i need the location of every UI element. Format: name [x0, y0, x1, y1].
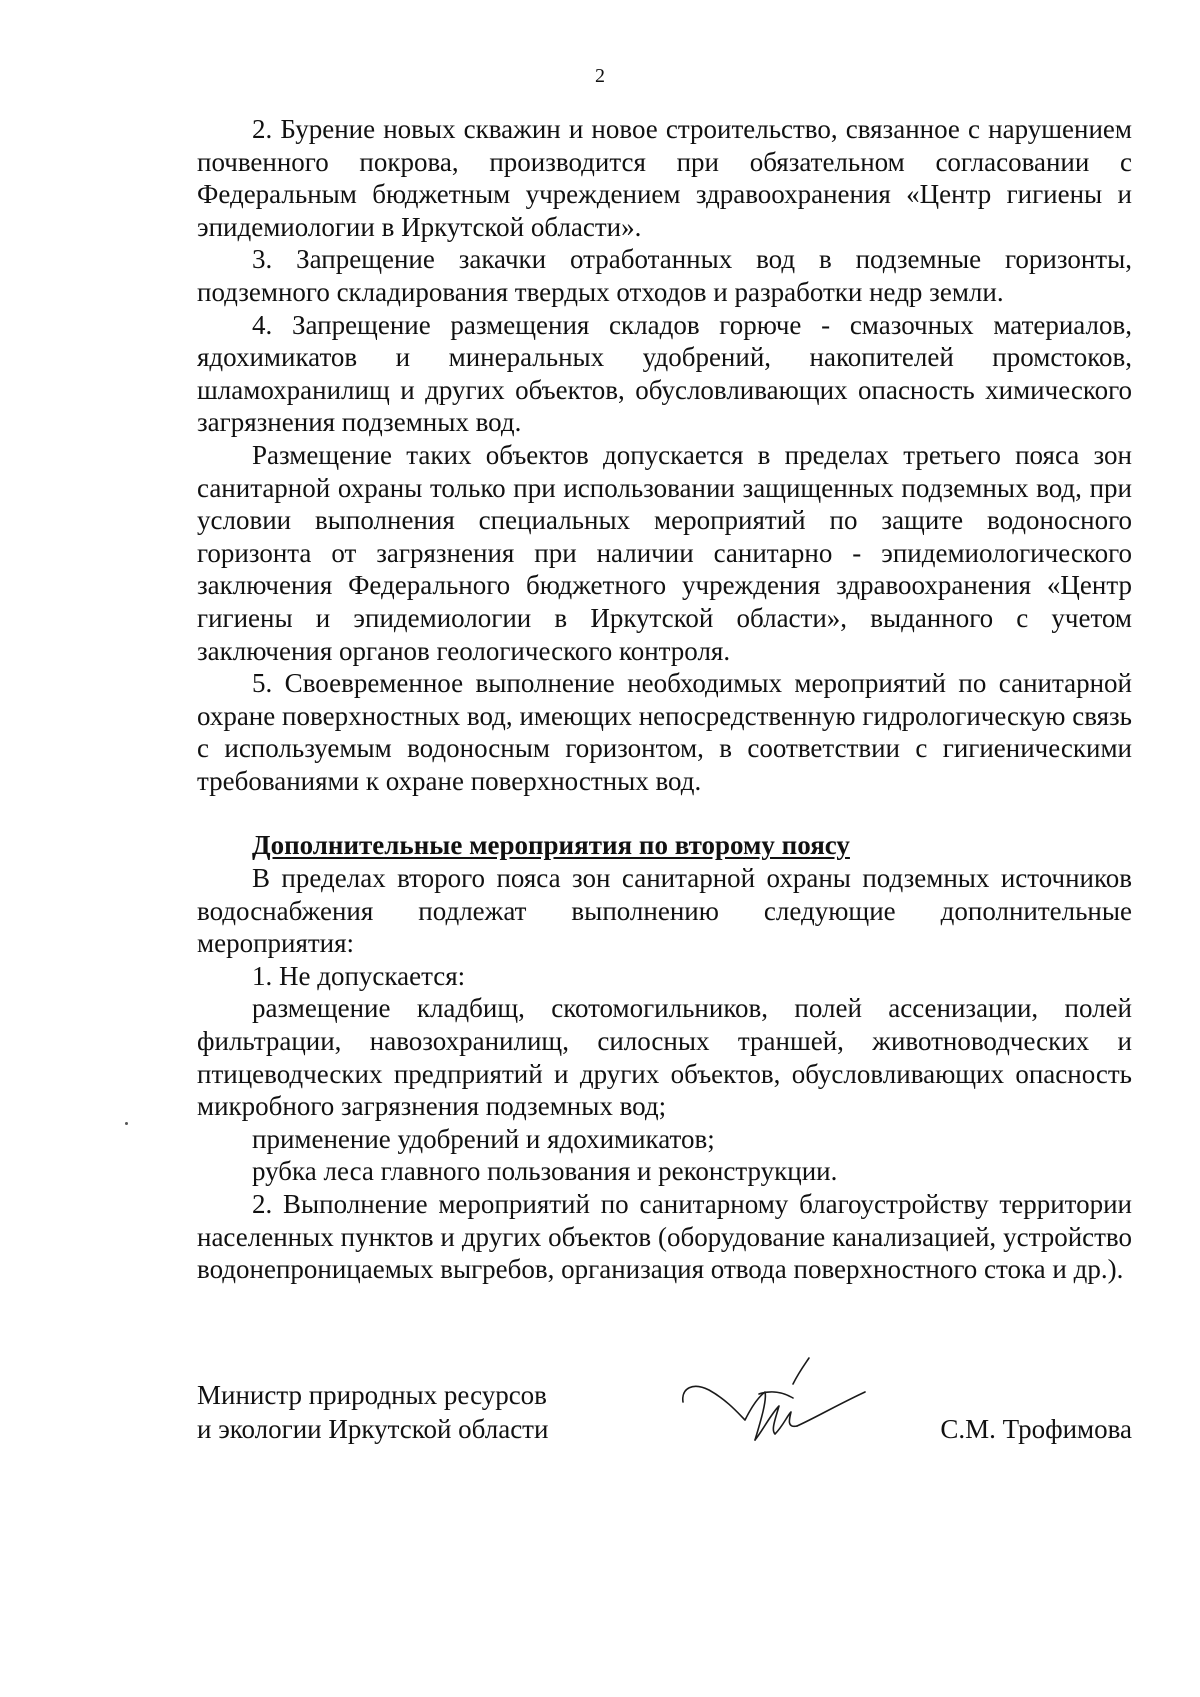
- document-body: [197, 113, 1132, 1286]
- signature-block: [197, 1378, 1132, 1488]
- section-prohibition-placement: размещение кладбищ, скотомогильников, полей ассенизации, полей фильтрации, навозохранилищ, силосных траншей, животноводческих и птицеводческих предприятий и других объектов, обусловливающих опасность микробного загрязнения подземных вод;: [197, 993, 1132, 1122]
- signer-title: [197, 1378, 617, 1446]
- paragraph-item-2: 2. Бурение новых скважин и новое строительство, связанное с нарушением почвенного покрова, производится при обязательном согласовании с Федеральным бюджетным учреждением здравоохранения «Центр гигиены и эпидемиологии в Иркутской области».: [197, 114, 1132, 242]
- paragraph-placement-conditions: Размещение таких объектов допускается в пределах третьего пояса зон санитарной охраны только при использовании защищенных подземных вод, при условии выполнения специальных мероприятий по защите водоносного горизонта от загрязнения при наличии санитарно - эпидемиологического заключения Федерального бюджетного учреждения здравоохранения «Центр гигиены и эпидемиологии в Иркутской области», выданного с учетом заключения органов геологического контроля.: [197, 439, 1132, 666]
- page-number: 2: [595, 65, 605, 87]
- signer-name: С.М. Трофимова: [940, 1414, 1132, 1444]
- paragraph-item-5: 5. Своевременное выполнение необходимых мероприятий по санитарной охране поверхностных вод, имеющих непосредственную гидрологическую связь с используемым водоносным горизонтом, в соответствии с гигиеническими требованиями к охране поверхностных вод.: [197, 668, 1132, 796]
- paragraph-item-3: 3. Запрещение закачки отработанных вод в подземные горизонты, подземного складирования твердых отходов и разработки недр земли.: [197, 244, 1132, 307]
- section-prohibition-logging: рубка леса главного пользования и реконструкции.: [252, 1156, 838, 1187]
- section-item-2: 2. Выполнение мероприятий по санитарному благоустройству территории населенных пунктов и других объектов (оборудование канализацией, устройство водонепроницаемых выгребов, организация отвода поверхностного стока и др.).: [197, 1189, 1132, 1285]
- section-prohibition-fertilizers: применение удобрений и ядохимикатов;: [252, 1123, 715, 1154]
- handwritten-signature: [675, 1350, 875, 1460]
- signer-title-line-1: Министр природных ресурсов: [197, 1380, 547, 1410]
- section-intro-paragraph: В пределах второго пояса зон санитарной охраны подземных источников водоснабжения подлежат выполнению следующие дополнительные мероприятия:: [197, 863, 1132, 959]
- signer-title-line-2: и экологии Иркутской области: [197, 1414, 549, 1444]
- scan-speck: [125, 1122, 128, 1125]
- paragraph-item-4: 4. Запрещение размещения складов горюче - смазочных материалов, ядохимикатов и минеральных удобрений, накопителей промстоков, шламохранилищ и других объектов, обусловливающих опасность химического загрязнения подземных вод.: [197, 309, 1132, 438]
- section-heading: Дополнительные мероприятия по второму поясу: [252, 830, 850, 861]
- section-item-1: 1. Не допускается:: [252, 960, 466, 991]
